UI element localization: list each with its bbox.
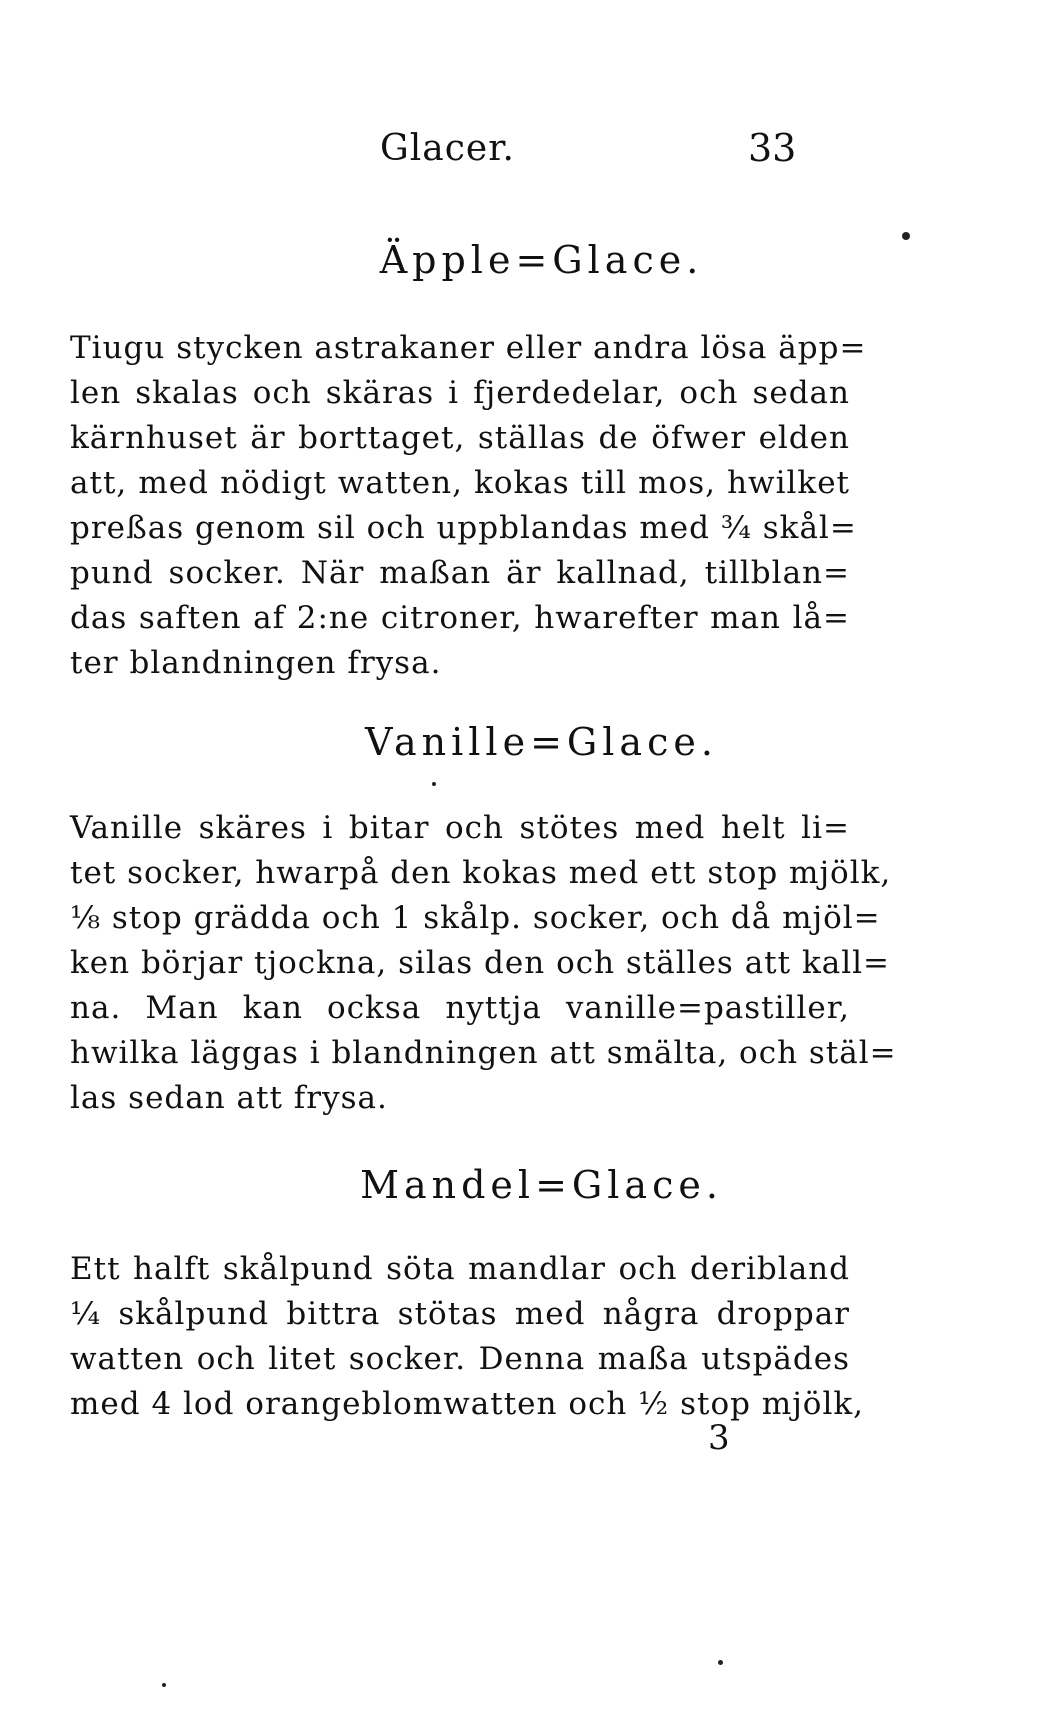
text-line: Tiugu stycken astrakaner eller andra lösa äpp= — [70, 330, 867, 366]
text-line: ⅛ stop grädda och 1 skålp. socker, och då mjöl= — [70, 900, 881, 936]
ink-speck — [718, 1660, 723, 1665]
text-line: tet socker, hwarpå den kokas med ett stop mjölk, — [70, 855, 892, 891]
text-line: ¼ skålpund bittra stötas med några droppar — [70, 1296, 850, 1332]
running-title: Glacer. — [380, 128, 515, 169]
text-line: len skalas och skäras i fjerdedelar, och sedan — [70, 375, 850, 411]
text-line: kärnhuset är borttaget, ställas de öfwer elden — [70, 420, 850, 456]
text-line: na. Man kan ocksa nyttja vanille=pastiller, — [70, 990, 850, 1026]
ink-speck — [902, 232, 910, 240]
recipe-paragraph-vanilla — [70, 806, 897, 1121]
text-line: ken börjar tjockna, silas den och ställes att kall= — [70, 945, 891, 981]
text-line: ter blandningen frysa. — [70, 645, 442, 681]
recipe-paragraph-apple — [70, 326, 867, 686]
text-line: med 4 lod orangeblomwatten och ½ stop mjölk, — [70, 1386, 865, 1422]
section-heading-almond: Mandel=Glace. — [360, 1163, 723, 1207]
text-line: preßas genom sil och uppblandas med ¾ skål= — [70, 510, 857, 546]
text-line: watten och litet socker. Denna maßa utspädes — [70, 1341, 850, 1377]
page-number: 33 — [748, 126, 797, 170]
printer-signature-mark: 3 — [708, 1418, 730, 1458]
ink-speck — [162, 1683, 166, 1687]
text-line: las sedan att frysa. — [70, 1080, 388, 1116]
text-line: Vanille skäres i bitar och stötes med helt li= — [70, 810, 850, 846]
text-line: das saften af 2:ne citroner, hwarefter man lå= — [70, 600, 850, 636]
text-line: pund socker. När maßan är kallnad, tillblan= — [70, 555, 850, 591]
section-heading-apple: Äpple=Glace. — [379, 238, 704, 282]
text-line: att, med nödigt watten, kokas till mos, hwilket — [70, 465, 850, 501]
section-heading-vanilla: Vanille=Glace. — [365, 720, 718, 764]
text-line: Ett halft skålpund söta mandlar och deribland — [70, 1251, 850, 1287]
text-line: hwilka läggas i blandningen att smälta, och stäl= — [70, 1035, 897, 1071]
recipe-paragraph-almond — [70, 1247, 865, 1427]
ink-speck — [432, 782, 436, 786]
